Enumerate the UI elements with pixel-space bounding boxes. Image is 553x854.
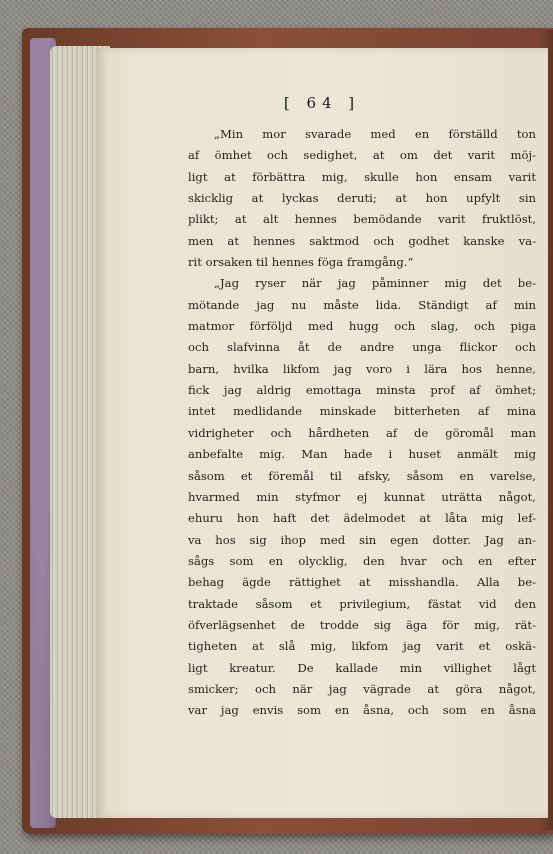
text-line: anbefalte mig. Man hade i huset anmält mig (188, 447, 536, 462)
text-line: såsom et föremål til afsky, såsom en varelse, (188, 468, 536, 483)
text-line: ehuru hon haft det ädelmodet at låta mig lef- (188, 511, 536, 526)
text-line: tigheten at slå mig, likfom jag varit et oskä- (188, 639, 536, 654)
text-line: af ömhet och sedighet, at om det varit möj- (188, 148, 536, 163)
page-text-block (188, 124, 536, 722)
text-line: fick jag aldrig emottaga minsta prof af ömhet; (188, 383, 536, 398)
text-line: öfverlägsenhet de trodde sig äga för mig, rät- (188, 617, 536, 632)
text-line: skicklig at lyckas deruti; at hon upfylt sin (188, 191, 536, 206)
text-line: intet medlidande minskade bitterheten af mina (188, 404, 536, 419)
text-line: men at hennes saktmod och godhet kanske va- (188, 233, 536, 248)
text-line: va hos sig ihop med sin egen dotter. Jag an- (188, 532, 536, 547)
text-line: var jag envis som en åsna, och som en åsna (188, 703, 536, 718)
text-line: mötande jag nu måste lida. Ständigt af min (188, 297, 536, 312)
text-line: rit orsaken til hennes föga framgång.“ (188, 255, 414, 270)
text-line: smicker; och när jag vägrade at göra något, (188, 681, 536, 696)
text-line: behag ägde rättighet at misshandla. Alla be- (188, 575, 536, 590)
text-line: sågs som en olycklig, den hvar och en efter (188, 553, 536, 568)
text-line: plikt; at alt hennes bemödande varit fruktlöst, (188, 212, 536, 227)
text-line: matmor förföljd med hugg och slag, och piga (188, 319, 536, 334)
page-number: [ 64 ] (283, 94, 361, 112)
text-line: „Min mor svarade med en förställd ton (214, 127, 536, 141)
text-line: traktade såsom et privilegium, fästat vid den (188, 596, 536, 611)
text-line: hvarmed min styfmor ej kunnat uträtta något, (188, 489, 536, 504)
text-line: vidrigheter och hårdheten af de göromål man (188, 425, 536, 440)
text-line: ligt kreatur. De kallade min villighet lågt (188, 660, 536, 675)
text-line: „Jag ryser när jag påminner mig det be- (214, 276, 536, 291)
text-line: och slafvinna åt de andre unga flickor och (188, 340, 536, 355)
text-line: ligt at förbättra mig, skulle hon ensam varit (188, 169, 536, 184)
text-line: barn, hvilka likfom jag voro i lära hos henne, (188, 361, 536, 376)
